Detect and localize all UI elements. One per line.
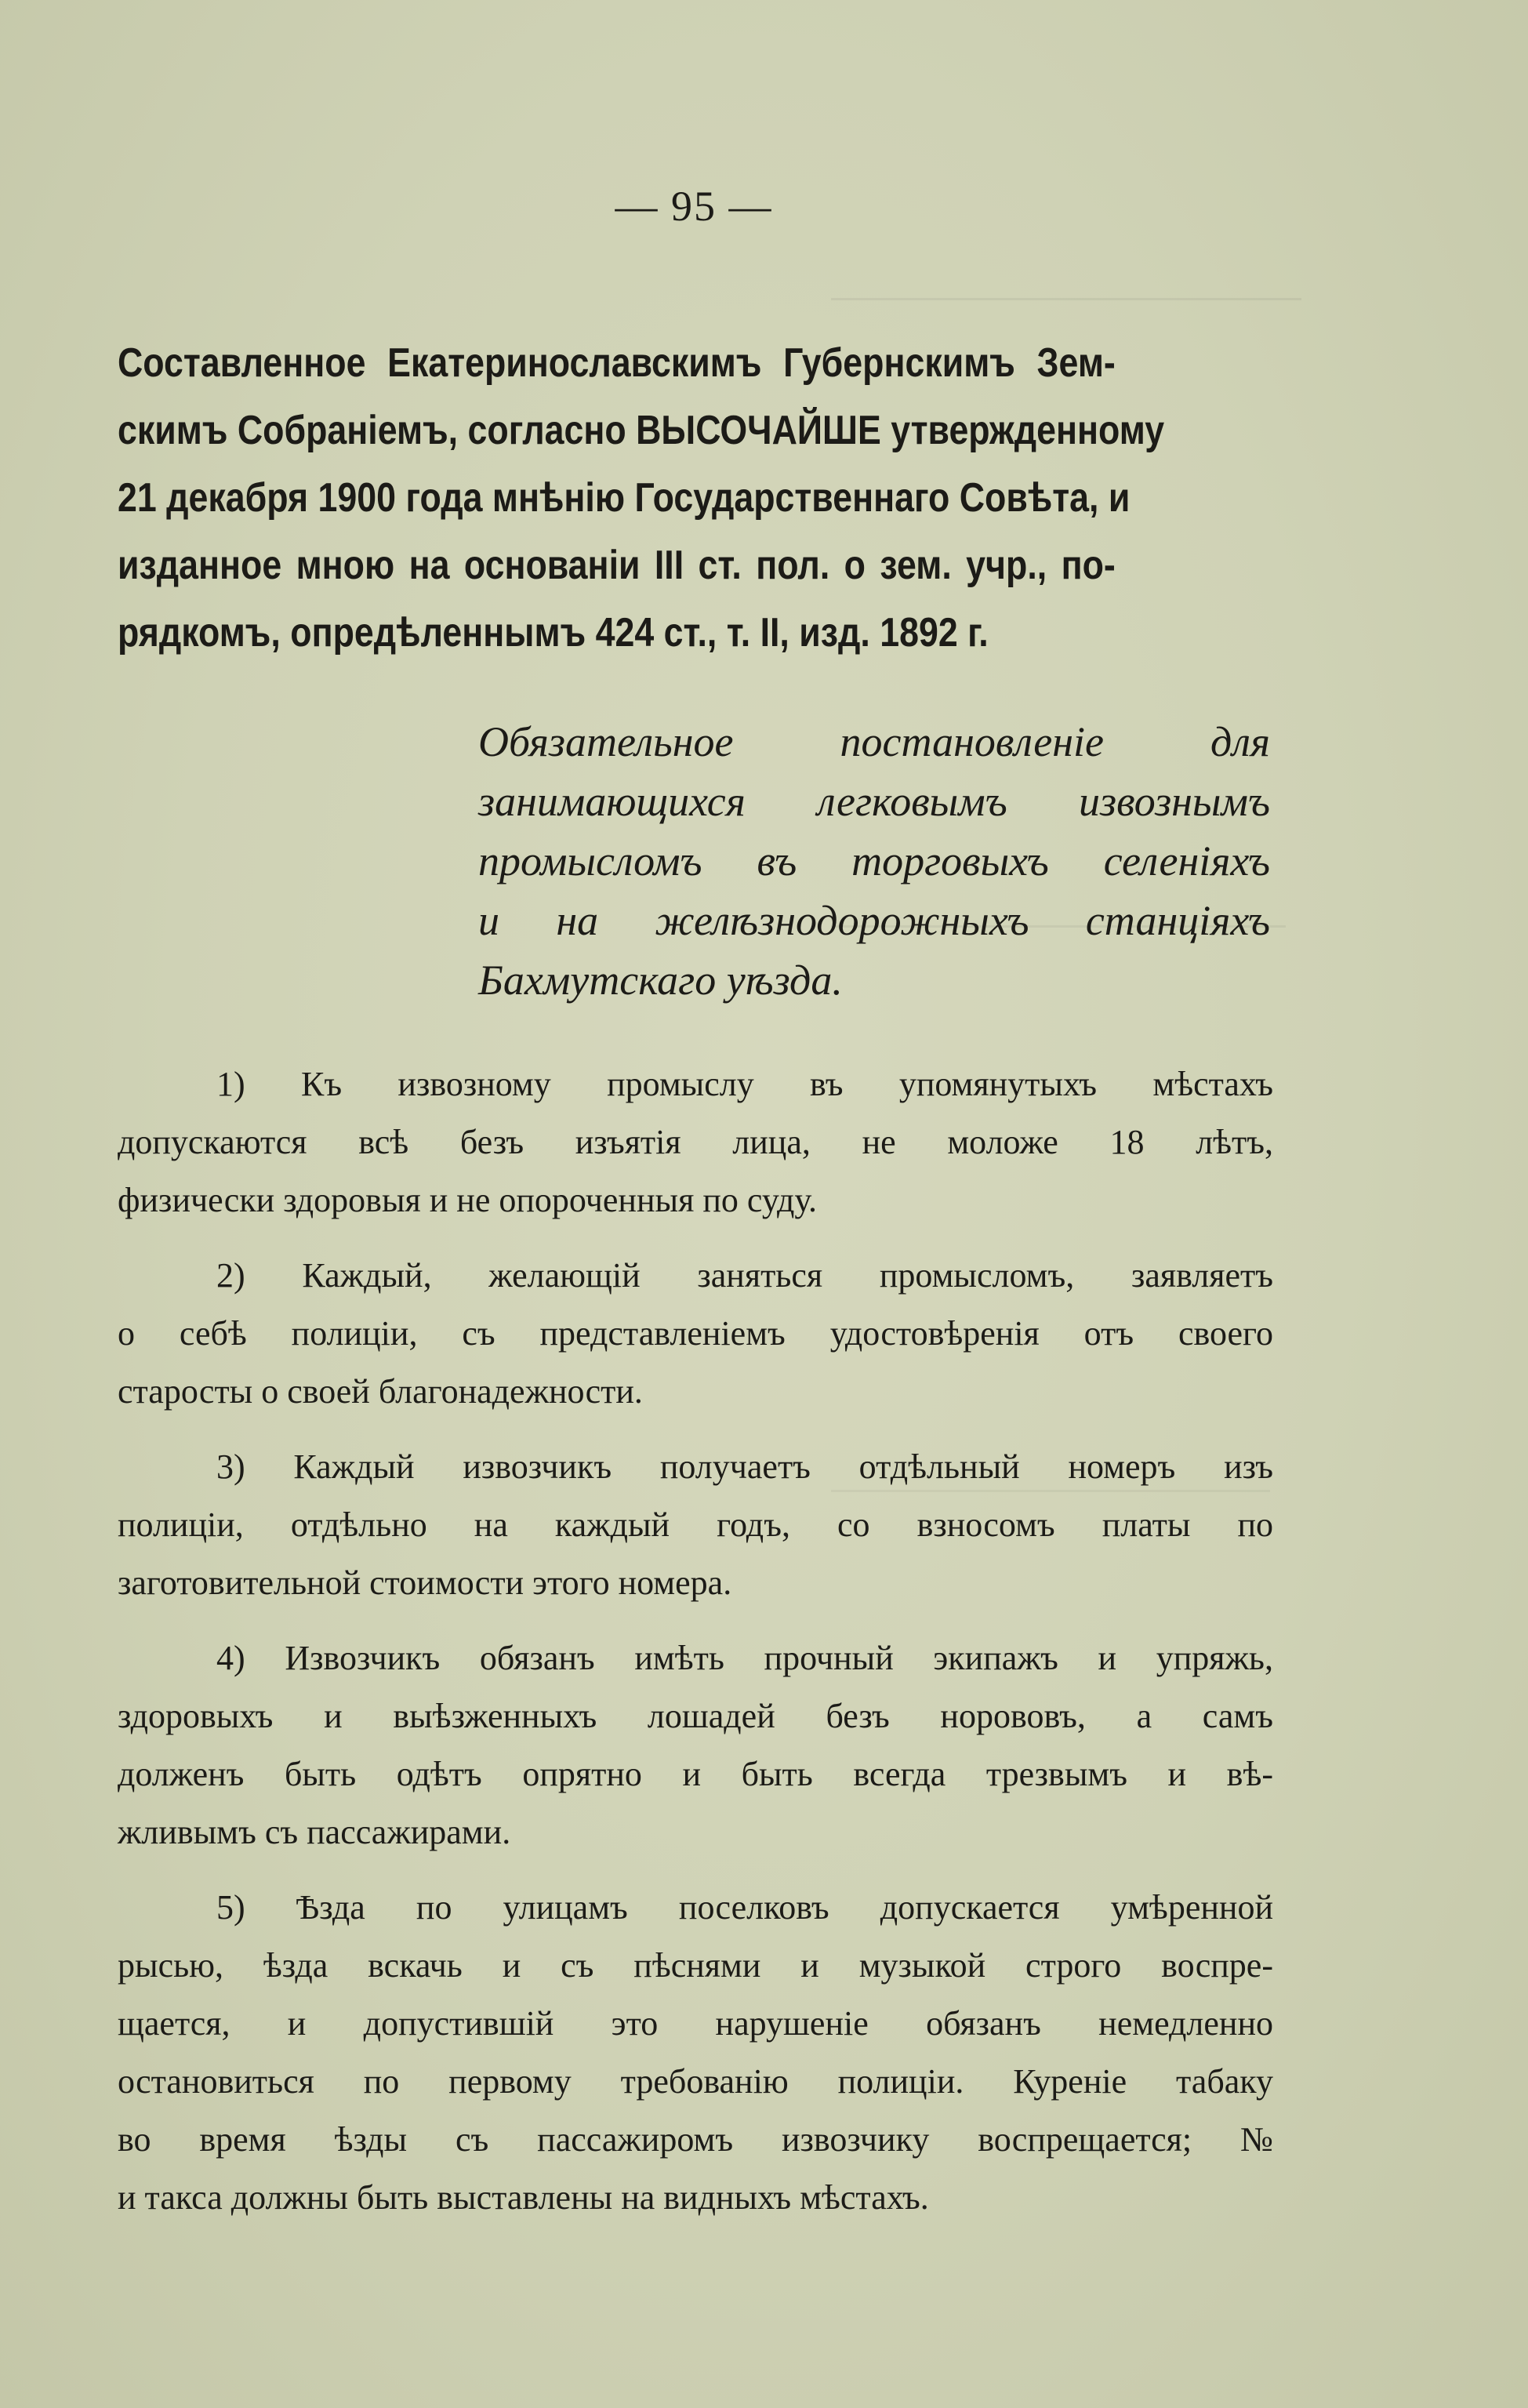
heading-line: рядкомъ, опредѣленнымъ 424 ст., т. II, изд. 1892 г. xyxy=(118,610,989,656)
page-number: — 95 — xyxy=(615,183,773,230)
document-heading xyxy=(118,329,1165,666)
paragraph-line: щается, и допустившій это нарушеніе обязанъ немедленно xyxy=(118,2004,1273,2043)
paragraph-line: допускаются всѣ безъ изъятія лица, не моложе 18 лѣтъ, xyxy=(118,1123,1273,1161)
paragraph-line: 2) Каждый, желающій заняться промысломъ, заявляетъ xyxy=(216,1256,1273,1295)
title-line: занимающихся легковымъ извознымъ xyxy=(478,778,1270,825)
paragraph-line: во время ѣзды съ пассажиромъ извозчику воспрещается; № xyxy=(118,2120,1273,2159)
paragraph-line: старосты о своей благонадежности. xyxy=(118,1372,643,1411)
paragraph-line: 5) Ѣзда по улицамъ поселковъ допускается умѣренной xyxy=(216,1888,1273,1927)
paragraph-line: и такса должны быть выставлены на видныхъ мѣстахъ. xyxy=(118,2178,929,2217)
paragraph-line: 4) Извозчикъ обязанъ имѣть прочный экипажъ и упряжь, xyxy=(216,1639,1273,1677)
paragraph-5 xyxy=(118,1879,1273,2227)
paragraph-line: полиціи, отдѣльно на каждый годъ, со взносомъ платы по xyxy=(118,1505,1273,1544)
paragraph-line: остановиться по первому требованію полиціи. Куреніе табаку xyxy=(118,2062,1273,2101)
paragraph-line: о себѣ полиціи, съ представленіемъ удостовѣренія отъ своего xyxy=(118,1314,1273,1353)
title-line: Обязательное постановленіе для xyxy=(478,718,1270,765)
heading-line: 21 декабря 1900 года мнѣнію Государственнаго Совѣта, и xyxy=(118,475,1131,521)
paragraph-line: жливымъ съ пассажирами. xyxy=(118,1813,511,1851)
paragraph-2 xyxy=(118,1247,1273,1421)
paragraph-line: рысью, ѣзда вскачь и съ пѣснями и музыкой строго воспре- xyxy=(118,1946,1273,1985)
heading-line: Составленное Екатеринославскимъ Губернскимъ Зем- xyxy=(118,340,1116,386)
title-line: Бахмутскаго уѣзда. xyxy=(478,957,843,1004)
paragraph-line: 3) Каждый извозчикъ получаетъ отдѣльный номеръ изъ xyxy=(216,1447,1273,1486)
paragraph-3 xyxy=(118,1438,1273,1612)
paragraph-4 xyxy=(118,1629,1273,1861)
paragraph-1 xyxy=(118,1055,1273,1229)
paragraph-line: 1) Къ извозному промыслу въ упомянутыхъ мѣстахъ xyxy=(216,1065,1273,1103)
heading-line: изданное мною на основаніи III ст. пол. о зем. учр., по- xyxy=(118,543,1116,588)
title-line: промысломъ въ торговыхъ селеніяхъ xyxy=(478,837,1270,884)
paragraph-line: заготовительной стоимости этого номера. xyxy=(118,1564,732,1602)
heading-line: скимъ Собраніемъ, согласно ВЫСОЧАЙШЕ утвержденному xyxy=(118,408,1165,453)
show-through-texture xyxy=(831,298,1301,332)
regulation-body xyxy=(118,1055,1273,2244)
regulation-title xyxy=(478,712,1270,1010)
paragraph-line: физически здоровыя и не опороченныя по суду. xyxy=(118,1181,818,1219)
paragraph-line: долженъ быть одѣтъ опрятно и быть всегда трезвымъ и вѣ- xyxy=(118,1755,1273,1793)
paragraph-line: здоровыхъ и выѣзженныхъ лошадей безъ норововъ, а самъ xyxy=(118,1697,1273,1735)
title-line: и на желѣзнодорожныхъ станціяхъ xyxy=(478,897,1270,944)
